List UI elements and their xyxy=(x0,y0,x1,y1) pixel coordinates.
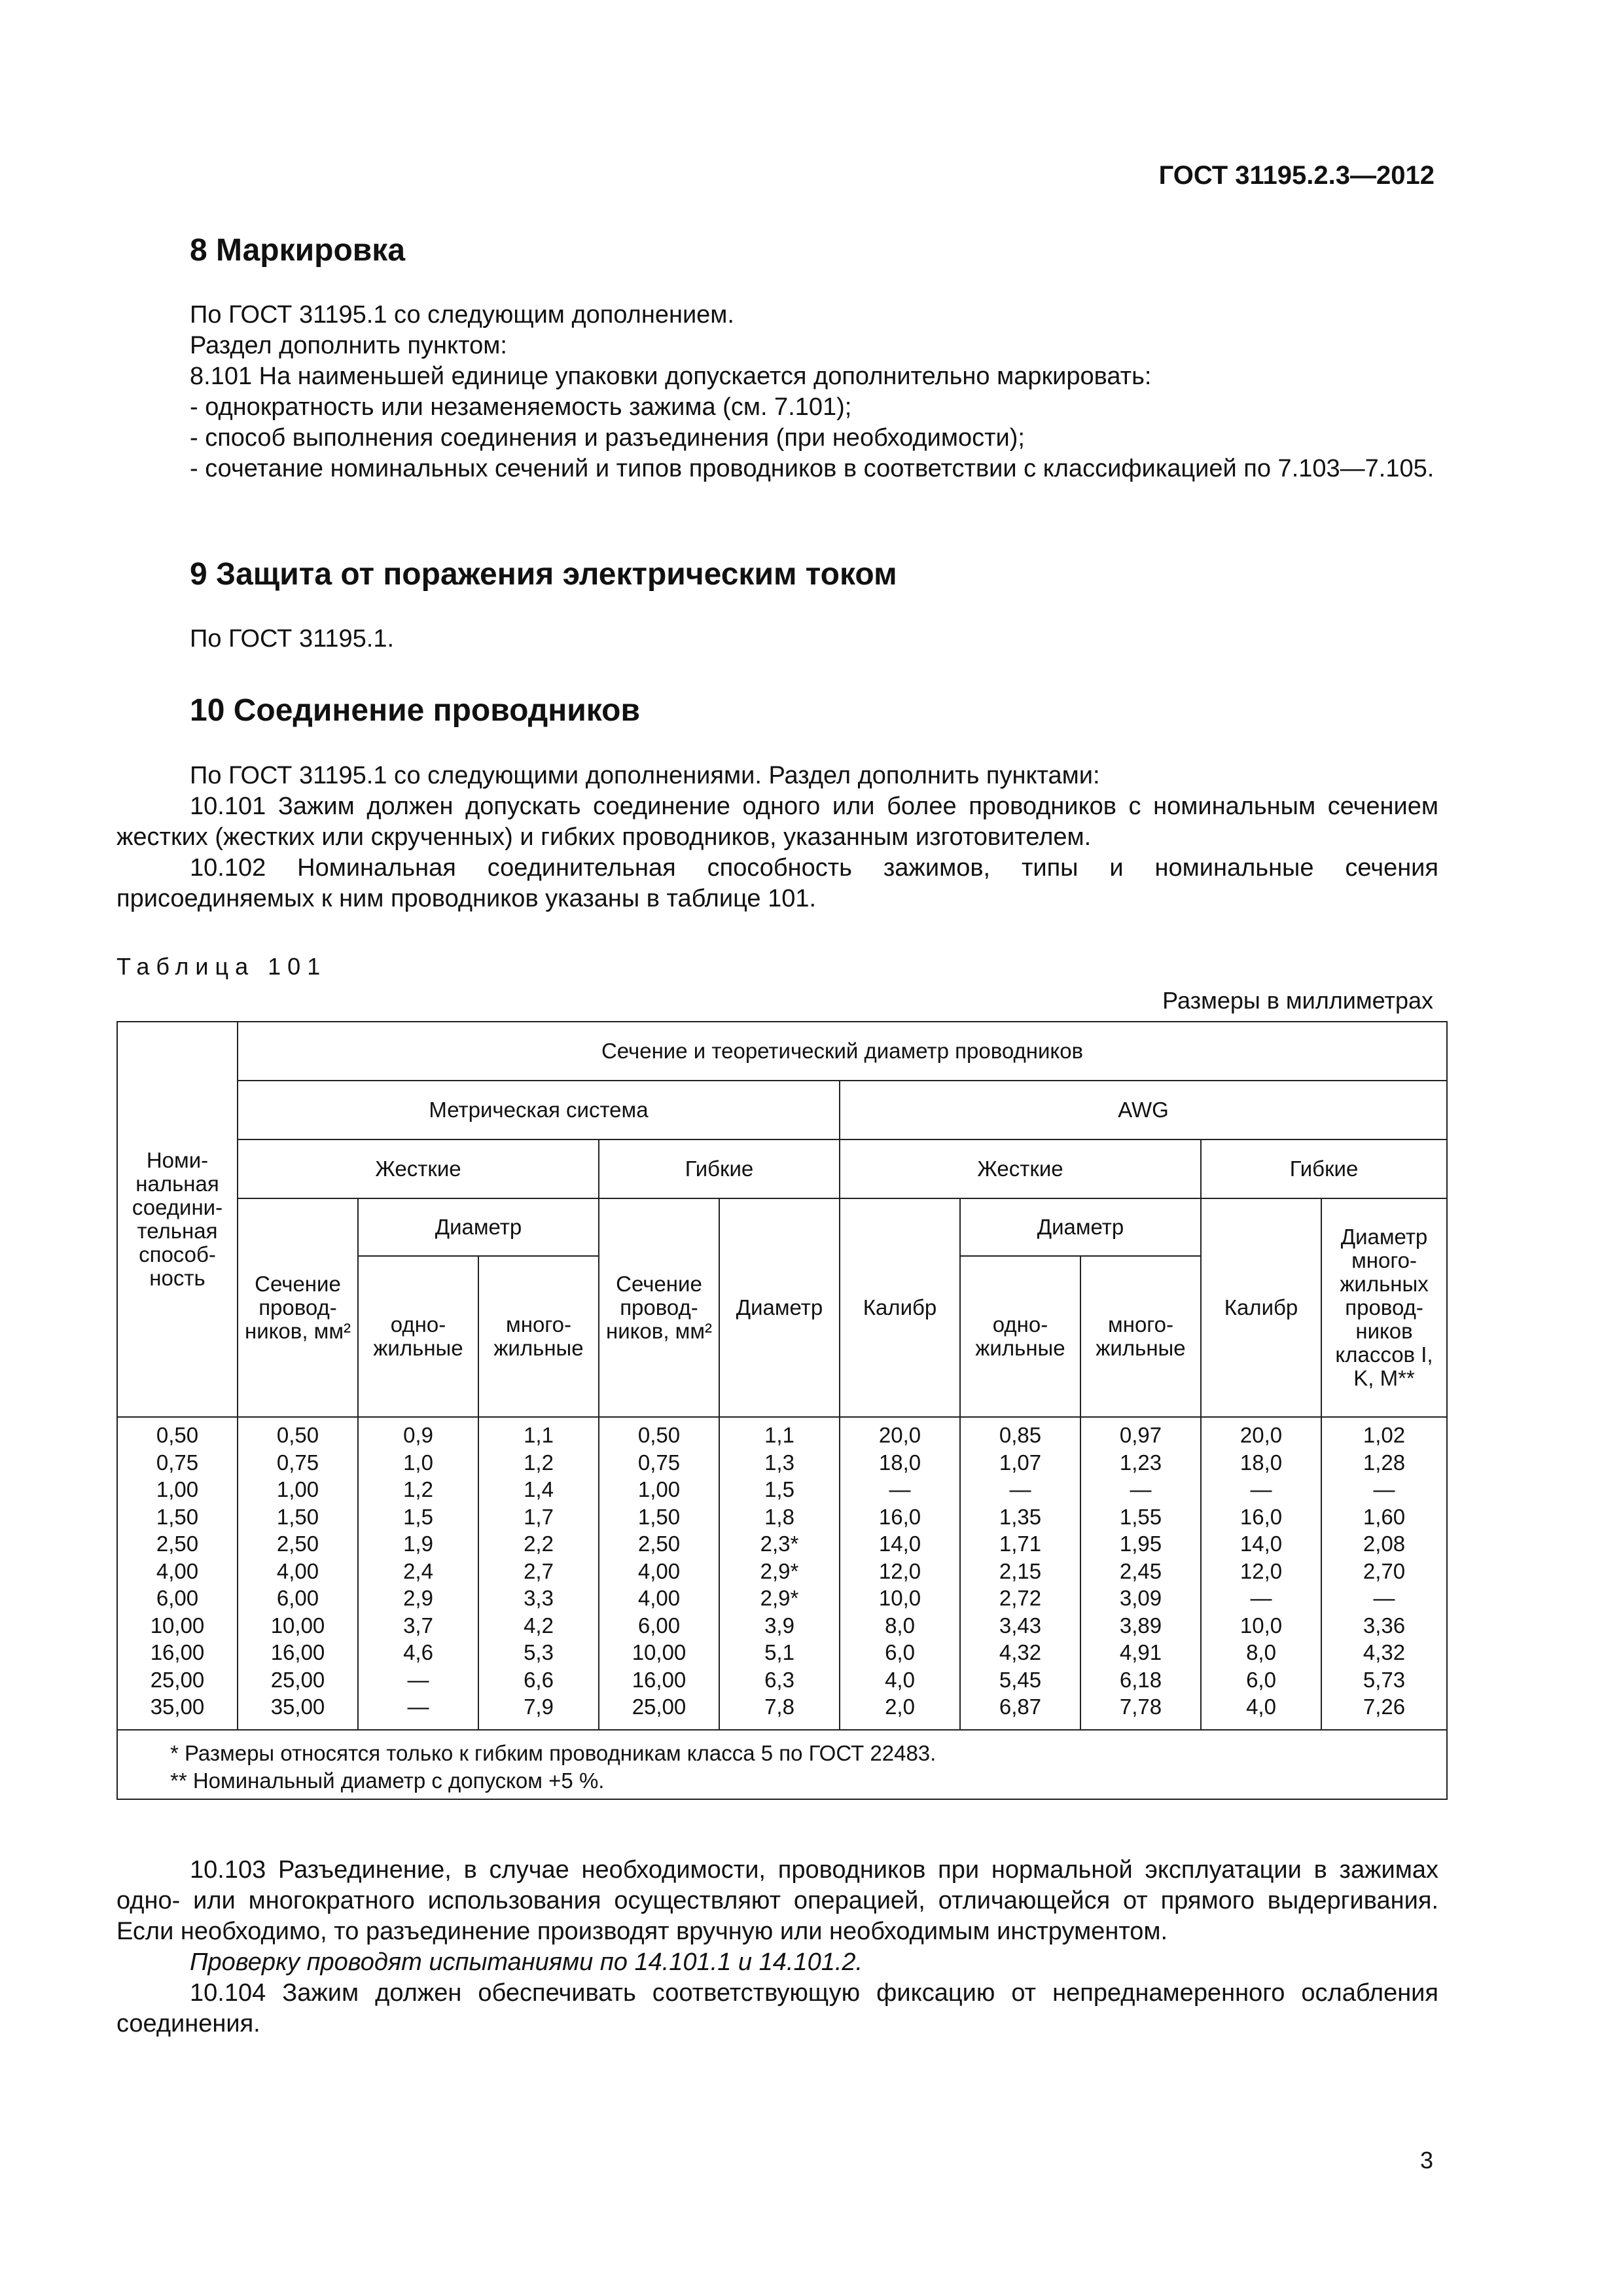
section-10-body xyxy=(116,761,1438,914)
table-cell: 8,0 xyxy=(1246,1640,1276,1664)
table-cell: 4,32 xyxy=(999,1640,1042,1664)
table-cell: 7,26 xyxy=(1363,1695,1406,1719)
paragraph: По ГОСТ 31195.1 со следующими дополнениями. Раздел дополнить пунктами: xyxy=(190,762,1100,789)
table-cell: 5,73 xyxy=(1363,1667,1406,1692)
table-cell: 4,0 xyxy=(885,1667,915,1692)
table-cell: 4,32 xyxy=(1363,1640,1406,1664)
multi-core-header: много-жильные xyxy=(478,1256,599,1417)
table-cell: 18,0 xyxy=(1240,1450,1283,1475)
header-row xyxy=(117,1198,1447,1256)
table-cell: 4,00 xyxy=(637,1586,681,1610)
table-cell: 6,0 xyxy=(885,1640,915,1664)
table-cell: 14,0 xyxy=(878,1532,921,1556)
table-cell: 3,36 xyxy=(1363,1613,1406,1638)
table-column-7 xyxy=(960,1417,1080,1730)
table-column-8 xyxy=(1080,1417,1201,1730)
table-cell: 10,00 xyxy=(632,1640,687,1664)
paragraph-10-102: 10.102 Номинальная соединительная способность зажимов, типы и номинальные сечения присоединяемых к ним проводников указаны в таблице 101. xyxy=(116,854,1438,912)
table-cell: 25,00 xyxy=(150,1667,205,1692)
table-cell: 18,0 xyxy=(878,1450,921,1475)
flexible-diameter-header: Диаметр xyxy=(719,1198,840,1417)
awg-single-core-header: одно-жильные xyxy=(960,1256,1080,1417)
table-cell: 4,2 xyxy=(524,1613,554,1638)
metric-rigid-header: Жесткие xyxy=(238,1139,599,1198)
table-cell: 6,00 xyxy=(156,1586,199,1610)
table-cell: 2,9 xyxy=(403,1586,433,1610)
metric-header: Метрическая система xyxy=(238,1081,840,1139)
paragraph: По ГОСТ 31195.1 со следующим дополнением. xyxy=(190,301,734,329)
table-cell: 16,0 xyxy=(878,1504,921,1529)
table-cell: 2,7 xyxy=(524,1558,554,1583)
table-cell: 3,3 xyxy=(524,1586,554,1610)
table-cell: 7,9 xyxy=(524,1695,554,1719)
table-cell: 1,95 xyxy=(1119,1532,1162,1556)
table-cell: — xyxy=(1250,1477,1272,1501)
table-cell: — xyxy=(1009,1477,1031,1501)
capacity-header: Номи-нальная соедини-тельная способ-ность xyxy=(117,1022,238,1417)
table-cell: 6,18 xyxy=(1119,1667,1162,1692)
paragraph: 8.101 На наименьшей единице упаковки допускается дополнительно маркировать: xyxy=(190,363,1152,390)
table-column-10 xyxy=(1321,1417,1447,1730)
table-cell: 10,00 xyxy=(150,1613,205,1638)
table-cell: — xyxy=(407,1695,429,1719)
table-cell: 6,00 xyxy=(637,1613,681,1638)
table-cell: 2,50 xyxy=(637,1532,681,1556)
table-cell: 4,0 xyxy=(1246,1695,1276,1719)
data-row xyxy=(117,1417,1447,1730)
table-column-1 xyxy=(238,1417,358,1730)
flexible-section-header: Сечение провод-ников, мм² xyxy=(599,1198,719,1417)
notes-row xyxy=(117,1730,1447,1799)
table-cell: 1,55 xyxy=(1119,1504,1162,1529)
table-cell: 2,45 xyxy=(1119,1558,1162,1583)
table-cell: 2,9* xyxy=(760,1586,799,1610)
table-cell: 4,00 xyxy=(156,1558,199,1583)
awg-rigid-gauge-header: Калибр xyxy=(840,1198,960,1417)
table-cell: 2,4 xyxy=(403,1558,433,1583)
table-cell: 1,00 xyxy=(156,1477,199,1501)
standard-header: ГОСТ 31195.2.3—2012 xyxy=(1158,161,1435,190)
table-cell: 10,0 xyxy=(878,1586,921,1610)
table-cell: 0,50 xyxy=(637,1423,681,1447)
table-column-9 xyxy=(1201,1417,1321,1730)
header-row xyxy=(117,1139,1447,1198)
table-cell: 5,3 xyxy=(524,1640,554,1664)
table-cell: 2,72 xyxy=(999,1586,1042,1610)
table-cell: 3,43 xyxy=(999,1613,1042,1638)
paragraph-10-104: 10.104 Зажим должен обеспечивать соответствующую фиксацию от непреднамеренного ослабления соединения. xyxy=(116,1979,1438,2037)
table-cell: 3,7 xyxy=(403,1613,433,1638)
table-cell: 1,50 xyxy=(637,1504,681,1529)
table-cell: 0,50 xyxy=(156,1423,199,1447)
table-cell: 2,08 xyxy=(1363,1532,1406,1556)
table-cell: 0,85 xyxy=(999,1423,1042,1447)
table-cell: 1,28 xyxy=(1363,1450,1406,1475)
table-cell: 3,89 xyxy=(1119,1613,1162,1638)
table-cell: 1,3 xyxy=(764,1450,794,1475)
paragraph-10-103: 10.103 Разъединение, в случае необходимости, проводников при нормальной эксплуатации в зажимах одно- или многократного использования осуществляют операцией, отличающейся от прямого выдергивания. Если необходимо, то разъединение производят вручную или необходимым инструментом. xyxy=(116,1856,1438,1945)
table-cell: 20,0 xyxy=(878,1423,921,1447)
table-cell: 2,50 xyxy=(276,1532,319,1556)
paragraph: По ГОСТ 31195.1. xyxy=(190,625,395,653)
awg-rigid-header: Жесткие xyxy=(840,1139,1201,1198)
table-cell: 1,4 xyxy=(524,1477,554,1501)
list-item: - однократность или незаменяемость зажима (см. 7.101); xyxy=(190,393,852,421)
table-cell: 5,45 xyxy=(999,1667,1042,1692)
check-note: Проверку проводят испытаниями по 14.101.1 и 14.101.2. xyxy=(190,1948,863,1976)
table-cell: 14,0 xyxy=(1240,1532,1283,1556)
table-cell: 1,7 xyxy=(524,1504,554,1529)
table-cell: 16,00 xyxy=(270,1640,325,1664)
table-cell: 1,5 xyxy=(764,1477,794,1501)
table-cell: 6,6 xyxy=(524,1667,554,1692)
table-cell: 0,50 xyxy=(276,1423,319,1447)
table-note: ** Номинальный диаметр с допуском +5 %. xyxy=(170,1768,605,1793)
table-cell: 2,2 xyxy=(524,1532,554,1556)
table-cell: 10,00 xyxy=(270,1613,325,1638)
table-cell: 25,00 xyxy=(632,1695,687,1719)
table-column-2 xyxy=(358,1417,478,1730)
section-9-heading: 9 Защита от поражения электрическим током xyxy=(190,557,897,592)
header-row xyxy=(117,1022,1447,1081)
awg-diameter-header: Диаметр xyxy=(960,1198,1201,1256)
table-cell: 12,0 xyxy=(878,1558,921,1583)
table-cell: 0,75 xyxy=(276,1450,319,1475)
table-column-0 xyxy=(117,1417,238,1730)
table-cell: 4,6 xyxy=(403,1640,433,1664)
table-cell: 0,75 xyxy=(637,1450,681,1475)
table-cell: 2,15 xyxy=(999,1558,1042,1583)
table-cell: 2,70 xyxy=(1363,1558,1406,1583)
table-cell: 4,00 xyxy=(637,1558,681,1583)
table-cell: 2,50 xyxy=(156,1532,199,1556)
table-cell: 2,3* xyxy=(760,1532,799,1556)
table-cell: 2,9* xyxy=(760,1558,799,1583)
paragraph-10-101: 10.101 Зажим должен допускать соединение одного или более проводников с номинальным сечением жестких (жестких или скрученных) и гибких проводников, указанным изготовителем. xyxy=(116,793,1438,851)
table-cell: — xyxy=(889,1477,911,1501)
table-cell: 1,35 xyxy=(999,1504,1042,1529)
table-column-5 xyxy=(719,1417,840,1730)
conductor-table xyxy=(116,1021,1448,1800)
table-note: * Размеры относятся только к гибким проводникам класса 5 по ГОСТ 22483. xyxy=(170,1741,936,1765)
awg-flexible-header: Гибкие xyxy=(1201,1139,1447,1198)
table-cell: 1,1 xyxy=(764,1423,794,1447)
table-cell: 1,00 xyxy=(637,1477,681,1501)
table-cell: 5,1 xyxy=(764,1640,794,1664)
list-item: - сочетание номинальных сечений и типов проводников в соответствии с классификацией по 7.103—7.105. xyxy=(190,455,1435,482)
table-cell: 1,2 xyxy=(524,1450,554,1475)
table-cell: 1,07 xyxy=(999,1450,1042,1475)
paragraph: Раздел дополнить пунктом: xyxy=(190,332,507,359)
table-cell: 1,50 xyxy=(156,1504,199,1529)
awg-multi-diameter-header: Диаметр много-жильных провод-ников классов I, K, M** xyxy=(1321,1198,1447,1417)
table-units: Размеры в миллиметрах xyxy=(1162,987,1433,1014)
table-column-3 xyxy=(478,1417,599,1730)
table-notes xyxy=(117,1730,1447,1799)
section-8-heading: 8 Маркировка xyxy=(190,233,406,268)
metric-flexible-header: Гибкие xyxy=(599,1139,840,1198)
table-column-4 xyxy=(599,1417,719,1730)
page-number: 3 xyxy=(1419,2147,1433,2174)
section-diameter-header: Сечение и теоретический диаметр проводников xyxy=(238,1022,1447,1081)
table-cell: 1,23 xyxy=(1119,1450,1162,1475)
table-cell: 1,60 xyxy=(1363,1504,1406,1529)
list-item: - способ выполнения соединения и разъединения (при необходимости); xyxy=(190,424,1025,452)
table-cell: 0,75 xyxy=(156,1450,199,1475)
table-cell: 35,00 xyxy=(270,1695,325,1719)
table-cell: 16,0 xyxy=(1240,1504,1283,1529)
table-cell: 10,0 xyxy=(1240,1613,1283,1638)
table-cell: 1,0 xyxy=(403,1450,433,1475)
table-cell: 6,87 xyxy=(999,1695,1042,1719)
table-cell: 3,09 xyxy=(1119,1586,1162,1610)
table-cell: 1,00 xyxy=(276,1477,319,1501)
table-cell: 1,50 xyxy=(276,1504,319,1529)
table-cell: 4,00 xyxy=(276,1558,319,1583)
table-cell: 25,00 xyxy=(270,1667,325,1692)
table-cell: 4,91 xyxy=(1119,1640,1162,1664)
table-cell: 0,9 xyxy=(403,1423,433,1447)
table-cell: 35,00 xyxy=(150,1695,205,1719)
awg-header: AWG xyxy=(840,1081,1447,1139)
table-cell: 16,00 xyxy=(150,1640,205,1664)
table-cell: 1,2 xyxy=(403,1477,433,1501)
rigid-section-header: Сечение провод-ников, мм² xyxy=(238,1198,358,1417)
table-cell: 1,9 xyxy=(403,1532,433,1556)
table-cell: — xyxy=(1373,1586,1395,1610)
awg-flexible-gauge-header: Калибр xyxy=(1201,1198,1321,1417)
table-cell: 0,97 xyxy=(1119,1423,1162,1447)
table-cell: — xyxy=(1250,1586,1272,1610)
table-cell: 1,5 xyxy=(403,1504,433,1529)
table-caption: Таблица 101 xyxy=(116,953,327,980)
section-10-heading: 10 Соединение проводников xyxy=(190,693,640,728)
awg-multi-core-header: много-жильные xyxy=(1080,1256,1201,1417)
table-cell: 6,00 xyxy=(276,1586,319,1610)
table-cell: — xyxy=(1373,1477,1395,1501)
table-cell: 12,0 xyxy=(1240,1558,1283,1583)
table-cell: 8,0 xyxy=(885,1613,915,1638)
table-cell: 6,0 xyxy=(1246,1667,1276,1692)
table-cell: 1,1 xyxy=(524,1423,554,1447)
table-cell: 1,02 xyxy=(1363,1423,1406,1447)
section-9-body xyxy=(116,624,1438,655)
section-8-body xyxy=(116,300,1438,484)
table-cell: 1,8 xyxy=(764,1504,794,1529)
table-cell: 20,0 xyxy=(1240,1423,1283,1447)
table-cell: — xyxy=(1130,1477,1152,1501)
header-row xyxy=(117,1081,1447,1139)
table-cell: 6,3 xyxy=(764,1667,794,1692)
table-column-6 xyxy=(840,1417,960,1730)
table-cell: 3,9 xyxy=(764,1613,794,1638)
rigid-diameter-header: Диаметр xyxy=(358,1198,599,1256)
table-cell: 7,8 xyxy=(764,1695,794,1719)
single-core-header: одно-жильные xyxy=(358,1256,478,1417)
table-cell: 7,78 xyxy=(1119,1695,1162,1719)
table-cell: 16,00 xyxy=(632,1667,687,1692)
section-10-continued xyxy=(116,1855,1438,2039)
table-cell: 1,71 xyxy=(999,1532,1042,1556)
table-cell: — xyxy=(407,1667,429,1692)
table-cell: 2,0 xyxy=(885,1695,915,1719)
